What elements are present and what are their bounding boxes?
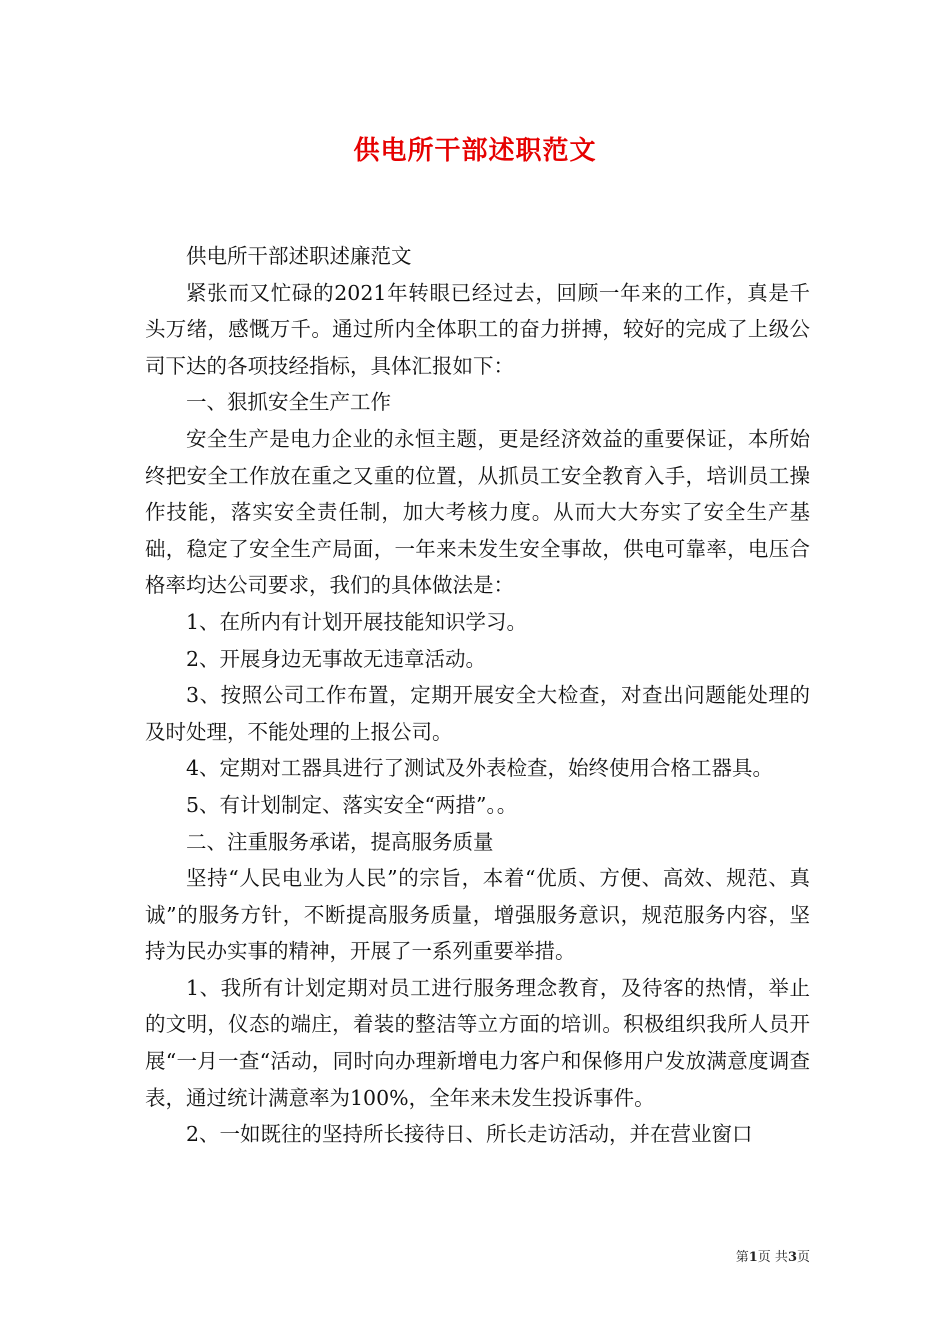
list-item-service-2: 2、一如既往的坚持所长接待日、所长走访活动，并在营业窗口 (186, 1122, 753, 1147)
list-item-safety-2: 2、开展身边无事故无违章活动。 (186, 646, 487, 671)
list-item-safety-3: 3、按照公司工作布置，定期开展安全大检查，对查出问题能处理的及时处理，不能处理的上报公司。 (145, 683, 810, 744)
footer-prefix: 第 (735, 1250, 749, 1265)
document-title: 供电所干部述职范文 (353, 136, 597, 166)
section-heading-safety: 一、狠抓安全生产工作 (186, 390, 391, 415)
list-item-safety-1: 1、在所内有计划开展技能知识学习。 (186, 609, 528, 634)
section-heading-service: 二、注重服务承诺，提高服务质量 (186, 829, 494, 854)
list-item-service-1: 1、我所有计划定期对员工进行服务理念教育，及待客的热情，举止的文明，仪态的端庄，着装的整洁等立方面的培训。积极组织我所人员开展“一月一查“活动，同时向办理新增电力客户和保修用户发放满意度调查表，通过统计满意率为100%，全年来未发生投诉事件。 (145, 975, 810, 1110)
list-item-safety-5: 5、有计划制定、落实安全“两措”。。 (186, 792, 518, 817)
document-body (145, 238, 810, 1153)
paragraph-safety: 安全生产是电力企业的永恒主题，更是经济效益的重要保证，本所始终把安全工作放在重之又重的位置，从抓员工安全教育入手，培训员工操作技能，落实安全责任制，加大考核力度。从而大大夯实了安全生产基础，稳定了安全生产局面，一年来未发生安全事故，供电可靠率，电压合格率均达公司要求，我们的具体做法是： (145, 426, 810, 598)
paragraph-subtitle: 供电所干部述职述廉范文 (186, 244, 412, 268)
list-item-safety-4: 4、定期对工器具进行了测试及外表检查，始终使用合格工器具。 (186, 756, 774, 781)
page-footer (736, 1246, 810, 1265)
footer-total-pages: 3 (787, 1250, 797, 1265)
paragraph-service: 坚持“人民电业为人民”的宗旨，本着“优质、方便、高效、规范、真诚”的服务方针，不断提高服务质量，增强服务意识，规范服务内容，坚持为民办实事的精神，开展了一系列重要举措。 (145, 866, 810, 964)
footer-middle: 页 共 (757, 1250, 788, 1265)
paragraph-intro: 紧张而又忙碌的2021年转眼已经过去，回顾一年来的工作，真是千头万绪，感慨万千。通过所内全体职工的奋力拼搏，较好的完成了上级公司下达的各项技经指标，具体汇报如下： (145, 280, 810, 378)
footer-suffix: 页 (796, 1250, 810, 1265)
footer-current-page: 1 (748, 1250, 758, 1265)
